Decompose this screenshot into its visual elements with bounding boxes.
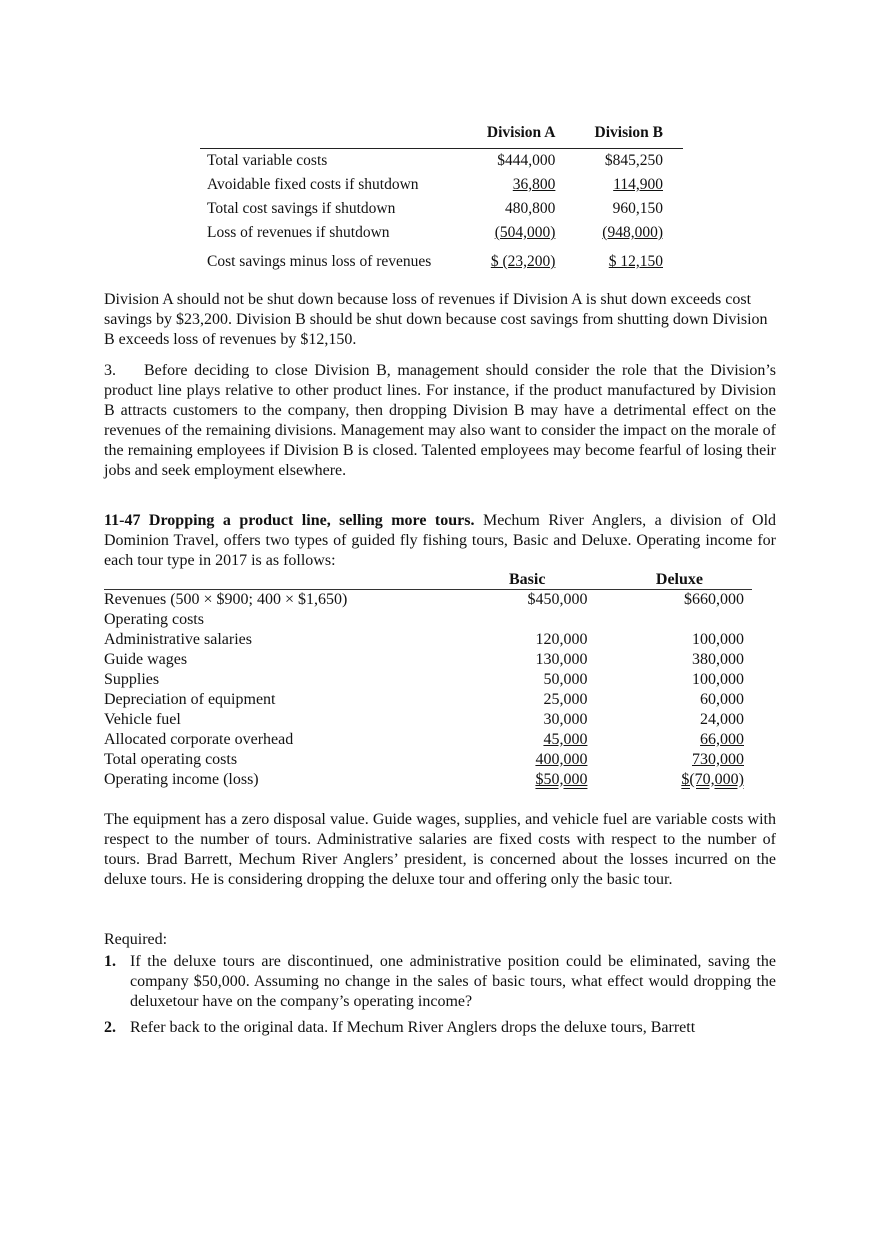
required-item-number: 1.: [104, 953, 116, 970]
division-b-value: 114,900: [613, 176, 663, 193]
deluxe-value: 60,000: [700, 691, 744, 708]
basic-cell: [478, 690, 587, 710]
basic-cell: [478, 770, 587, 790]
deluxe-cell: [587, 750, 752, 770]
row-label: Allocated corporate overhead: [104, 731, 294, 748]
row-label: Total operating costs: [104, 751, 238, 768]
problem-intro: [104, 511, 776, 571]
basic-cell: [478, 590, 587, 611]
point-3-text: Before deciding to close Division B, management should consider the role that the Division’s product line plays relative to other product lines. For instance, if the product manufactured by Division B attracts customers to the company, then dropping Division B may have a detrimental effect on the revenues of the remaining divisions. Management may also want to consider the impact on the morale of the remaining employees if Division B is closed. Talented employees may become fearful of losing their jobs and seek employment elsewhere.: [104, 362, 776, 479]
required-item: [104, 1018, 776, 1038]
tour-table-body: [104, 590, 752, 791]
table-row: [104, 710, 752, 730]
header-blank: [104, 570, 478, 590]
division-b-value: 960,150: [612, 200, 663, 217]
table-row: [104, 610, 752, 630]
row-label: Supplies: [104, 671, 160, 688]
table-row: [200, 149, 683, 174]
deluxe-value: 380,000: [692, 651, 744, 668]
table-row: [200, 221, 683, 245]
division-a-cell: [467, 197, 556, 221]
division-shutdown-table: [200, 120, 683, 274]
basic-cell: [478, 730, 587, 750]
basic-value: 25,000: [543, 691, 588, 708]
division-b-cell: [555, 149, 683, 174]
table-row: [104, 630, 752, 650]
required-item: [104, 952, 776, 1012]
point-3-paragraph: [104, 361, 776, 481]
deluxe-cell: [587, 710, 752, 730]
row-label: Administrative salaries: [104, 631, 252, 648]
header-blank: [200, 120, 467, 149]
basic-value: 400,000: [535, 751, 588, 768]
division-a-value: $444,000: [497, 152, 556, 169]
division-a-value: (504,000): [494, 224, 556, 241]
basic-cell: [478, 650, 587, 670]
basic-cell: [478, 610, 587, 630]
division-b-cell: [555, 197, 683, 221]
deluxe-value: $660,000: [684, 591, 744, 608]
basic-cell: [478, 670, 587, 690]
header-division-b: Division B: [555, 120, 683, 149]
row-label: Total variable costs: [207, 152, 328, 169]
table-row: [104, 650, 752, 670]
division-b-cell: [555, 245, 683, 274]
deluxe-value: 66,000: [700, 731, 744, 748]
deluxe-cell: [587, 610, 752, 630]
header-division-a: Division A: [467, 120, 556, 149]
problem-title: 11-47 Dropping a product line, selling more tours.: [104, 512, 475, 529]
division-a-cell: [467, 173, 556, 197]
deluxe-value: 100,000: [692, 671, 744, 688]
basic-cell: [478, 750, 587, 770]
division-a-value: 480,800: [505, 200, 556, 217]
row-label: Avoidable fixed costs if shutdown: [207, 176, 419, 193]
deluxe-cell: [587, 590, 752, 611]
table-row: [104, 590, 752, 611]
equipment-paragraph: The equipment has a zero disposal value. Guide wages, supplies, and vehicle fuel are variable costs with respect to the number of tours. Administrative salaries are fixed costs with respect to the number of tours. Brad Barrett, Mechum River Anglers’ president, is concerned about the losses incurred on the deluxe tours. He is considering dropping the deluxe tour and offering only the basic tour.: [104, 811, 776, 888]
required-item-number: 2.: [104, 1019, 116, 1036]
division-b-value: $845,250: [604, 152, 663, 169]
table-row: [104, 770, 752, 790]
basic-value: 30,000: [543, 711, 588, 728]
table-row: [104, 690, 752, 710]
table-row: [200, 173, 683, 197]
row-label: Operating income (loss): [104, 771, 259, 788]
tour-income-table: [104, 570, 752, 790]
basic-value: $50,000: [535, 771, 588, 788]
basic-value: 130,000: [535, 651, 588, 668]
basic-cell: [478, 710, 587, 730]
problem-intro-text: Mechum River Anglers, a division of Old Dominion Travel, offers two types of guided fly fishing tours, Basic and Deluxe. Operating income for each tour type in 2017 is as follows:: [104, 512, 777, 569]
row-label: Total cost savings if shutdown: [207, 200, 396, 217]
basic-value: 50,000: [543, 671, 588, 688]
division-table-body: [200, 149, 683, 275]
division-a-cell: [467, 221, 556, 245]
division-a-cell: [467, 245, 556, 274]
row-label: Loss of revenues if shutdown: [207, 224, 390, 241]
row-label: Operating costs: [104, 611, 204, 628]
row-label: Revenues (500 × $900; 400 × $1,650): [104, 591, 348, 608]
row-label: Depreciation of equipment: [104, 691, 276, 708]
row-label: Cost savings minus loss of revenues: [207, 253, 432, 270]
deluxe-value: $(70,000): [681, 771, 744, 788]
division-a-value: $ (23,200): [490, 253, 556, 270]
deluxe-cell: [587, 690, 752, 710]
conclusion-paragraph: Division A should not be shut down because loss of revenues if Division A is shut down exceeds cost savings by $23,200. Division B should be shut down because cost savings from shutting down Division B exceeds loss of revenues by $12,150.: [104, 291, 768, 348]
required-heading: Required:: [104, 931, 168, 948]
deluxe-value: 100,000: [692, 631, 744, 648]
table-header-row: [104, 570, 752, 590]
header-basic: Basic: [478, 570, 587, 590]
table-row: [104, 730, 752, 750]
deluxe-cell: [587, 670, 752, 690]
required-item-text: Refer back to the original data. If Mechum River Anglers drops the deluxe tours, Barrett: [130, 1019, 696, 1036]
basic-value: 120,000: [535, 631, 588, 648]
header-deluxe: Deluxe: [587, 570, 752, 590]
division-a-cell: [467, 149, 556, 174]
table-row: [200, 197, 683, 221]
table-row: [200, 245, 683, 274]
table-header-row: [200, 120, 683, 149]
required-list: [104, 952, 776, 1044]
deluxe-value: 24,000: [700, 711, 744, 728]
required-item-text: If the deluxe tours are discontinued, one administrative position could be eliminated, saving the company $50,000. Assuming no change in the sales of basic tours, what effect would dropping the deluxetour have on the company’s operating income?: [130, 953, 776, 1010]
division-b-value: (948,000): [602, 224, 663, 241]
basic-value: 45,000: [543, 731, 588, 748]
basic-value: $450,000: [527, 591, 588, 608]
table-row: [104, 670, 752, 690]
table-row: [104, 750, 752, 770]
basic-cell: [478, 630, 587, 650]
division-b-cell: [555, 221, 683, 245]
division-b-value: $ 12,150: [608, 253, 663, 270]
point-3-number: 3.: [104, 362, 116, 379]
division-a-value: 36,800: [512, 176, 556, 193]
deluxe-cell: [587, 650, 752, 670]
deluxe-cell: [587, 770, 752, 790]
deluxe-cell: [587, 630, 752, 650]
division-b-cell: [555, 173, 683, 197]
deluxe-value: 730,000: [692, 751, 744, 768]
row-label: Vehicle fuel: [104, 711, 181, 728]
row-label: Guide wages: [104, 651, 188, 668]
deluxe-cell: [587, 730, 752, 750]
